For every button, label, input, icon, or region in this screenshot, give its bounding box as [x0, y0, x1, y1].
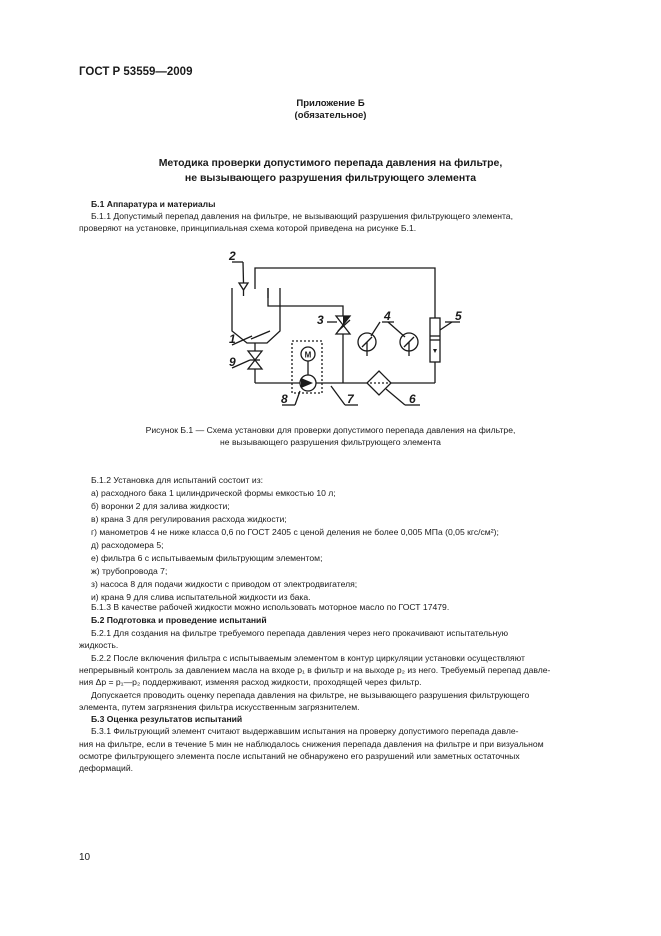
page-number: 10 — [79, 852, 91, 863]
label-9: 9 — [229, 355, 236, 369]
figure-caption-line1: Рисунок Б.1 — Схема установки для проверки допустимого перепада давления на фильтре, — [145, 425, 516, 435]
list-item-zh: ж) трубопровода 7; — [91, 566, 168, 576]
valve-9 — [248, 351, 262, 360]
test-rig-schematic — [210, 242, 470, 414]
paragraph-b23-line2: элемента, путем загрязнения фильтра искусственным загрязнителем. — [79, 702, 360, 712]
paragraph-b22-line1: Б.2.2 После включения фильтра с испытываемым элементом в контур циркуляции установки осуществляют — [91, 653, 525, 663]
heading-b3: Б.3 Оценка результатов испытаний — [91, 714, 243, 724]
paragraph-b11-line2: проверяют на установке, принципиальная схема которой приведена на рисунке Б.1. — [79, 223, 417, 233]
heading-b2: Б.2 Подготовка и проведение испытаний — [91, 615, 267, 625]
list-item-e: е) фильтра 6 с испытываемым фильтрующим элементом; — [91, 553, 323, 563]
paragraph-b13: Б.1.3 В качестве рабочей жидкости можно использовать моторное масло по ГОСТ 17479. — [91, 602, 450, 612]
list-item-b: б) воронки 2 для залива жидкости; — [91, 501, 230, 511]
paragraph-b21-line2: жидкость. — [79, 640, 119, 650]
list-item-z: з) насоса 8 для подачи жидкости с приводом от электродвигателя; — [91, 579, 358, 589]
paragraph-b23-line1: Допускается проводить оценку перепада давления на фильтре, не вызывающего разрушения фильтрующего — [91, 690, 530, 700]
label-7: 7 — [347, 392, 354, 406]
paragraph-b31-line3: осмотре фильтрующего элемента после испытаний не обнаружено его разрушений или заметных остаточных — [79, 751, 520, 761]
label-4: 4 — [384, 309, 391, 323]
annex-name: Приложение Б — [296, 98, 365, 109]
list-item-a: а) расходного бака 1 цилиндрической формы емкостью 10 л; — [91, 488, 336, 498]
label-3: 3 — [317, 313, 324, 327]
paragraph-b11-line1: Б.1.1 Допустимый перепад давления на фильтре, не вызывающий разрушения фильтрующего элемента, — [91, 211, 513, 221]
list-item-v: в) крана 3 для регулирования расхода жидкости; — [91, 514, 287, 524]
annex-status: (обязательное) — [294, 110, 367, 121]
funnel-2 — [239, 283, 248, 290]
figure-caption-line2: не вызывающего разрушения фильтрующего элемента — [220, 437, 441, 447]
section-title-line2: не вызывающего разрушения фильтрующего элемента — [184, 172, 477, 184]
list-item-i: и) крана 9 для слива испытательной жидкости из бака. — [91, 592, 311, 602]
section-title-line1: Методика проверки допустимого перепада давления на фильтре, — [158, 157, 503, 169]
label-8: 8 — [281, 392, 288, 406]
document-code: ГОСТ Р 53559—2009 — [79, 66, 193, 78]
paragraph-b21-line1: Б.2.1 Для создания на фильтре требуемого перепада давления через него прокачивают испытательную — [91, 628, 509, 638]
paragraph-b31-line2: ния на фильтре, если в течение 5 мин не наблюдалось снижения перепада давления на фильтре и при визуальном — [79, 739, 544, 749]
paragraph-b12-intro: Б.1.2 Установка для испытаний состоит из: — [91, 475, 264, 485]
heading-b1: Б.1 Аппаратура и материалы — [91, 199, 216, 209]
label-1: 1 — [229, 332, 236, 346]
paragraph-b22-line3: ния Δp = p₁—p₂ поддерживают, изменяя расход жидкости, проходящей через фильтр. — [79, 677, 422, 687]
paragraph-b22-line2: непрерывный контроль за давлением масла на входе p₁ в фильтр и на выходе p₂ из него. Требуемый перепад давле- — [79, 665, 551, 675]
list-item-d: д) расходомера 5; — [91, 540, 164, 550]
label-6: 6 — [409, 392, 416, 406]
paragraph-b31-line4: деформаций. — [79, 763, 134, 773]
paragraph-b31-line1: Б.3.1 Фильтрующий элемент считают выдержавшим испытания на проверку допустимого перепада давле- — [91, 726, 519, 736]
label-2: 2 — [229, 249, 236, 263]
list-item-g: г) манометров 4 не ниже класса 0,6 по ГОСТ 2405 с ценой деления не более 0,005 МПа (0,05 кгс/см²); — [91, 527, 499, 537]
tank-1 — [232, 288, 280, 343]
label-5: 5 — [455, 309, 462, 323]
motor-label: М — [304, 350, 312, 360]
